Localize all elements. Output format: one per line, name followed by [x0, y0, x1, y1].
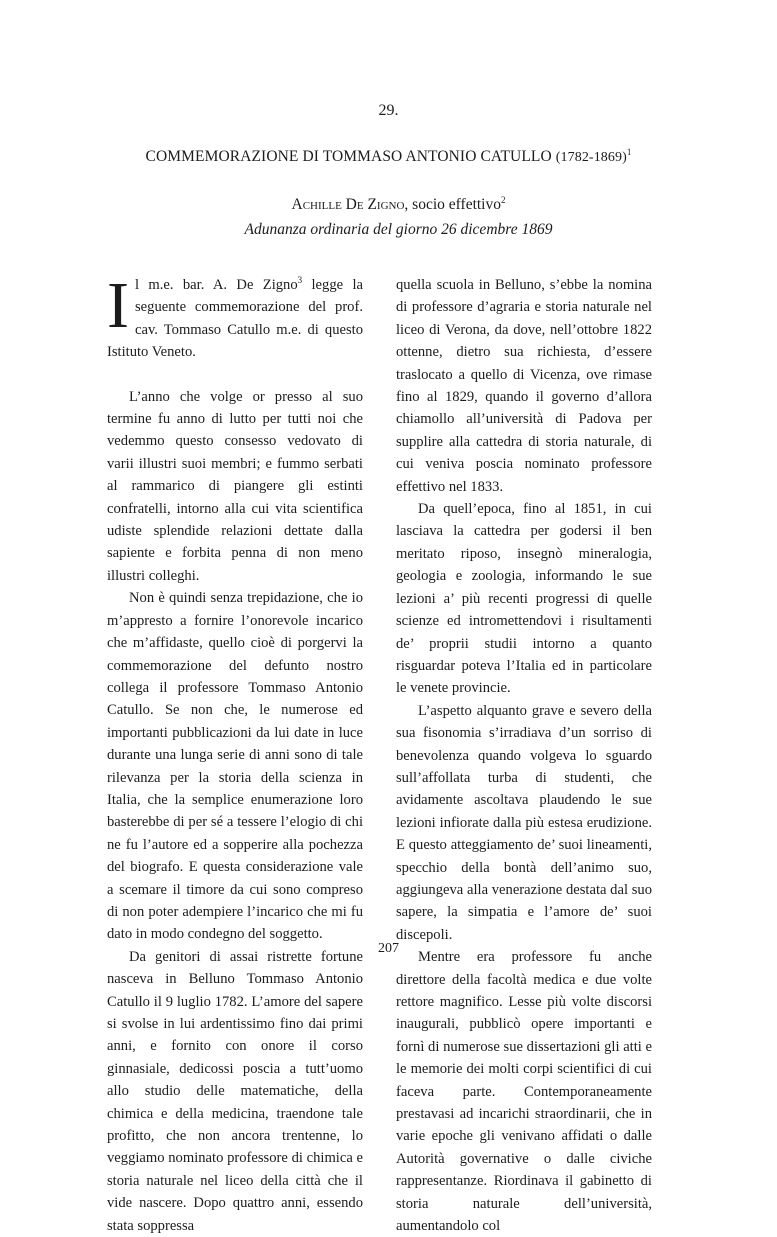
paragraph-5: Da quell’epoca, fino al 1851, in cui lasciava la cattedra per godersi il ben meritato riposo, insegnò mineralogia, geologia e zoologia, informando le sue lezioni a’ più recenti progressi di quelle scienze ed intromettendovi i risultamenti de’ proprii studii intorno a quanto risguardar poteva l’Italia ed in particolare le venete provincie. — [396, 501, 652, 697]
author-line — [0, 196, 777, 214]
chapter-number: 29. — [378, 102, 399, 119]
footnote-ref-2[interactable]: 2 — [501, 194, 506, 205]
intro-text-a: l m.e. bar. A. De Zigno — [134, 277, 298, 293]
meeting-line: Adunanza ordinaria del giorno 26 dicembre 1869 — [244, 221, 553, 238]
paragraph-4: quella scuola in Belluno, s’ebbe la nomina di professore d’agraria e storia naturale nel liceo di Verona, da dove, nell’ottobre 1822 ottenne, dietro sua richiesta, d’essere traslocato a quello di Vicenza, ove rimase fino al 1829, quando il governo d’allora chiamollo all’università di Padova per supplire alla cattedra di storia naturale, di cui veniva poscia nominato professore effettivo nel 1833. — [396, 277, 652, 495]
text-column-left — [107, 269, 363, 1237]
footnote-ref-3[interactable]: 3 — [297, 275, 303, 286]
page-number: 207 — [378, 941, 399, 956]
article-title — [0, 148, 777, 166]
footnote-ref-1[interactable]: 1 — [626, 146, 632, 157]
paragraph-1: L’anno che volge or presso al suo termine fu anno di lutto per tutti noi che vedemmo questo consesso vedovato di varii illustri suoi membri; e fummo serbati al rammarico di piangere gli estinti confratelli, intorno alla cui vita scientifica udiste splendide relazioni dettate dalla sapiente e forbita penna di non meno illustri colleghi. — [107, 388, 363, 584]
paragraph-2: Non è quindi senza trepidazione, che io m’appresto a fornire l’onorevole incarico che m’affidaste, quello cioè di porgervi la commemorazione del defunto nostro collega il professore Tommaso Antonio Catullo. Se non che, le numerose ed importanti pubblicazioni da lui date in luce durante una lunga serie di anni sono di tale rilevanza per la storia della scienza in Italia, che la semplice enumerazione loro basterebbe di per sé a tessere l’elogio di chi ne fu l’autore ed a sopperire alla pochezza del biografo. E questa considerazione vale a scemare il timore da cui sono compreso di non poter adempiere l’incarico che mi fu dato in modo condegno del soggetto. — [107, 590, 363, 943]
drop-cap: I — [107, 269, 129, 342]
paragraph-6: L’aspetto alquanto grave e severo della sua fisonomia s’irradiava d’un sorriso di benevolenza quando volgeva lo sguardo sull’affollata turba di studenti, che avidamente ascoltava plaudendo le sue lezioni infiorate dalla più estesa erudizione. E questo atteggiamento de’ suoi lineamenti, specchio della bontà dell’animo suo, aggiungeva alla venerazione destata dal suo sapere, la simpatia e l’amore de’ suoi discepoli. — [396, 702, 652, 943]
paragraph-7: Mentre era professore fu anche direttore della facoltà medica e due volte rettore magnifico. Lesse più volte discorsi inaugurali, pubblicò opere importanti e fornì di numerose sue dissertazioni gli atti e le memorie dei molti corpi scientifici di cui faceva parte. Contemporaneamente prestavasi ad incarichi straordinarii, che in varie epoche gli venivano affidati o dalle Autorità governative o dalle civiche rappresentanze. Riordinava il gabinetto di storia naturale dell’università, aumentandolo col — [396, 949, 652, 1235]
paragraph-3: Da genitori di assai ristrette fortune nasceva in Belluno Tommaso Antonio Catullo il 9 luglio 1782. L’amore del sapere si svolse in lui ardentissimo fino dai primi anni, e fornito con onore il corso ginnasiale, dedicossi poscia a tutt’uomo allo studio delle matematiche, della chimica e della medicina, traendone tale profitto, che non ancora trentenne, lo veggiamo nominato professore di chimica e storia naturale nel liceo della città che il vide nascere. Dopo quattro anni, essendo stata soppressa — [107, 948, 363, 1234]
author-name: Achille De Zigno — [291, 196, 405, 213]
title-years: (1782-1869) — [555, 150, 627, 165]
text-column-right — [396, 274, 652, 1237]
intro-paragraph — [107, 269, 363, 364]
author-role: , socio effettivo — [404, 196, 501, 213]
title-text: COMMEMORAZIONE DI TOMMASO ANTONIO CATULLO — [145, 148, 552, 165]
intro-text-b: legge la seguente commemorazione del prof. cav. Tommaso Catullo m.e. di questo Istituto Veneto. — [107, 277, 363, 361]
